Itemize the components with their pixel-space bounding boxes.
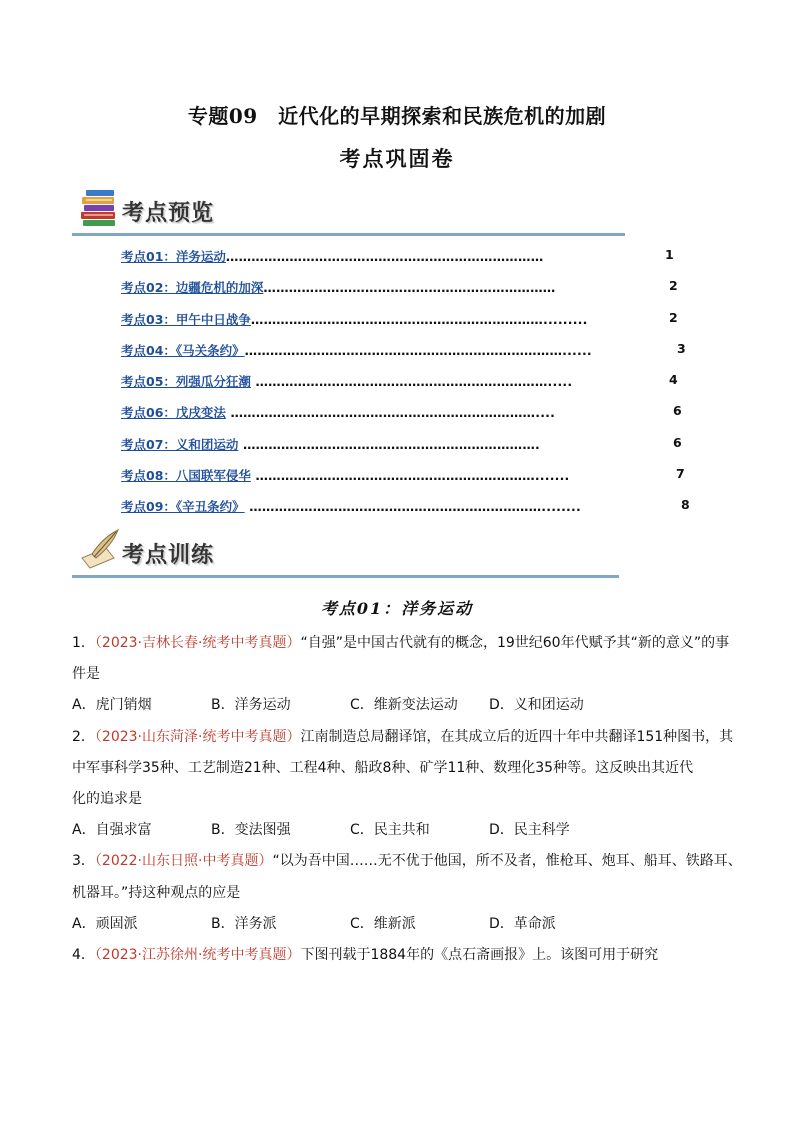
question-text: “以为吾中国……无不优于他国，所不及者，惟枪耳、炮耳、船耳、铁路耳、 <box>272 853 742 870</box>
preview-divider <box>72 233 625 236</box>
toc-list <box>121 247 691 528</box>
question-text: “自强”是中国古代就有的概念，19世纪60年代赋予其“新的意义”的事 <box>300 635 730 651</box>
toc-leader: ……………………………………………………………......... <box>250 311 588 327</box>
question-item <box>72 846 742 940</box>
toc-item <box>121 435 691 466</box>
option-c[interactable]: C．维新派 <box>350 915 416 932</box>
question-text: 件是 <box>72 666 100 683</box>
toc-leader: …………………………………………………………… <box>263 280 556 296</box>
question-item <box>72 940 732 971</box>
toc-item <box>121 403 691 434</box>
question-text: 机器耳。”持这种观点的应是 <box>72 884 241 901</box>
toc-page: 1 <box>665 247 674 262</box>
toc-link[interactable]: 考点07：义和团运动 <box>121 436 239 452</box>
toc-page: 6 <box>673 434 682 450</box>
question-item <box>72 628 732 722</box>
training-label: 考点训练 <box>122 543 215 568</box>
toc-leader: ……………………………………………………………..... <box>250 374 573 389</box>
toc-page: 2 <box>669 309 678 325</box>
option-a[interactable]: A．虎门销烟 <box>72 697 152 714</box>
question-source: （2022·山东日照·中考真题） <box>94 853 273 870</box>
quill-pen-icon <box>78 528 122 570</box>
option-b[interactable]: B．变法图强 <box>211 822 291 839</box>
option-c[interactable]: C．民主共和 <box>350 822 430 839</box>
toc-link[interactable]: 考点03：甲午中日战争 <box>121 311 251 327</box>
toc-page: 7 <box>676 465 685 481</box>
toc-leader: …………………………………………………………....... <box>250 467 570 483</box>
training-divider <box>72 575 619 578</box>
option-d[interactable]: D．革命派 <box>489 915 556 932</box>
toc-leader: ……………………………………………………………….... <box>225 405 556 421</box>
toc-page: 2 <box>669 278 678 294</box>
toc-item <box>121 341 691 372</box>
option-d[interactable]: D．义和团运动 <box>489 697 584 714</box>
toc-item <box>121 497 691 528</box>
toc-link[interactable]: 考点06：戊戌变法 <box>121 405 226 421</box>
option-a[interactable]: A．顽固派 <box>72 915 138 932</box>
document-title: 专题09 近代化的早期探索和民族危机的加剧 <box>187 104 607 128</box>
answer-options <box>72 690 732 721</box>
toc-page: 3 <box>677 340 686 356</box>
answer-options <box>72 909 732 940</box>
toc-item <box>121 466 691 497</box>
toc-link[interactable]: 考点08：八国联军侵华 <box>121 467 251 483</box>
books-icon <box>78 186 122 228</box>
toc-link[interactable]: 考点02：边疆危机的加深 <box>121 280 264 296</box>
question-text: 化的追求是 <box>72 791 142 808</box>
option-c[interactable]: C．维新变法运动 <box>350 697 458 714</box>
question-number: 4． <box>72 947 95 964</box>
toc-link[interactable]: 考点01：洋务运动 <box>121 249 226 264</box>
toc-link[interactable]: 考点05：列强瓜分狂潮 <box>121 374 251 389</box>
toc-page: 8 <box>681 497 690 512</box>
question-number: 2． <box>72 728 95 745</box>
topic-title: 考点01：洋务运动 <box>320 599 474 618</box>
question-source: （2023·山东菏泽·统考中考真题） <box>94 728 301 745</box>
answer-options <box>72 815 732 846</box>
toc-link[interactable]: 考点09：《辛丑条约》 <box>121 499 245 514</box>
question-item <box>72 722 732 847</box>
toc-item <box>121 372 691 403</box>
question-list <box>72 628 742 971</box>
toc-leader: ………………………………………………………………… <box>225 249 544 264</box>
toc-item <box>121 278 691 309</box>
toc-page: 6 <box>673 403 682 419</box>
toc-item <box>121 247 691 278</box>
option-d[interactable]: D．民主科学 <box>489 822 570 839</box>
toc-leader: ……………………………………………………………. <box>238 436 541 452</box>
question-number: 1． <box>72 635 95 651</box>
preview-label: 考点预览 <box>122 201 215 226</box>
question-number: 3． <box>72 853 95 870</box>
toc-leader: ……………………………………………………………........ <box>244 499 581 514</box>
toc-page: 4 <box>669 372 678 387</box>
toc-leader: …………………………………………………………………...... <box>244 342 592 358</box>
option-b[interactable]: B．洋务派 <box>211 915 277 932</box>
question-text: 中军事科学35种、工艺制造21种、工程4种、船政8种、矿学11种、数理化35种等。这反映出其近代 <box>72 759 694 776</box>
toc-link[interactable]: 考点04：《马关条约》 <box>121 342 245 358</box>
preview-section-header <box>72 186 632 236</box>
document-subtitle: 考点巩固卷 <box>339 146 455 171</box>
toc-item <box>121 310 691 341</box>
option-a[interactable]: A．自强求富 <box>72 822 152 839</box>
question-source: （2023·吉林长春·统考中考真题） <box>94 635 301 651</box>
question-text: 下图刊载于1884年的《点石斋画报》上。该图可用于研究 <box>300 947 659 964</box>
option-b[interactable]: B．洋务运动 <box>211 697 291 714</box>
question-source: （2023·江苏徐州·统考中考真题） <box>94 947 301 964</box>
question-text: 江南制造总局翻译馆，在其成立后的近四十年中共翻译151种图书，其 <box>300 728 734 745</box>
training-section-header <box>72 528 632 578</box>
